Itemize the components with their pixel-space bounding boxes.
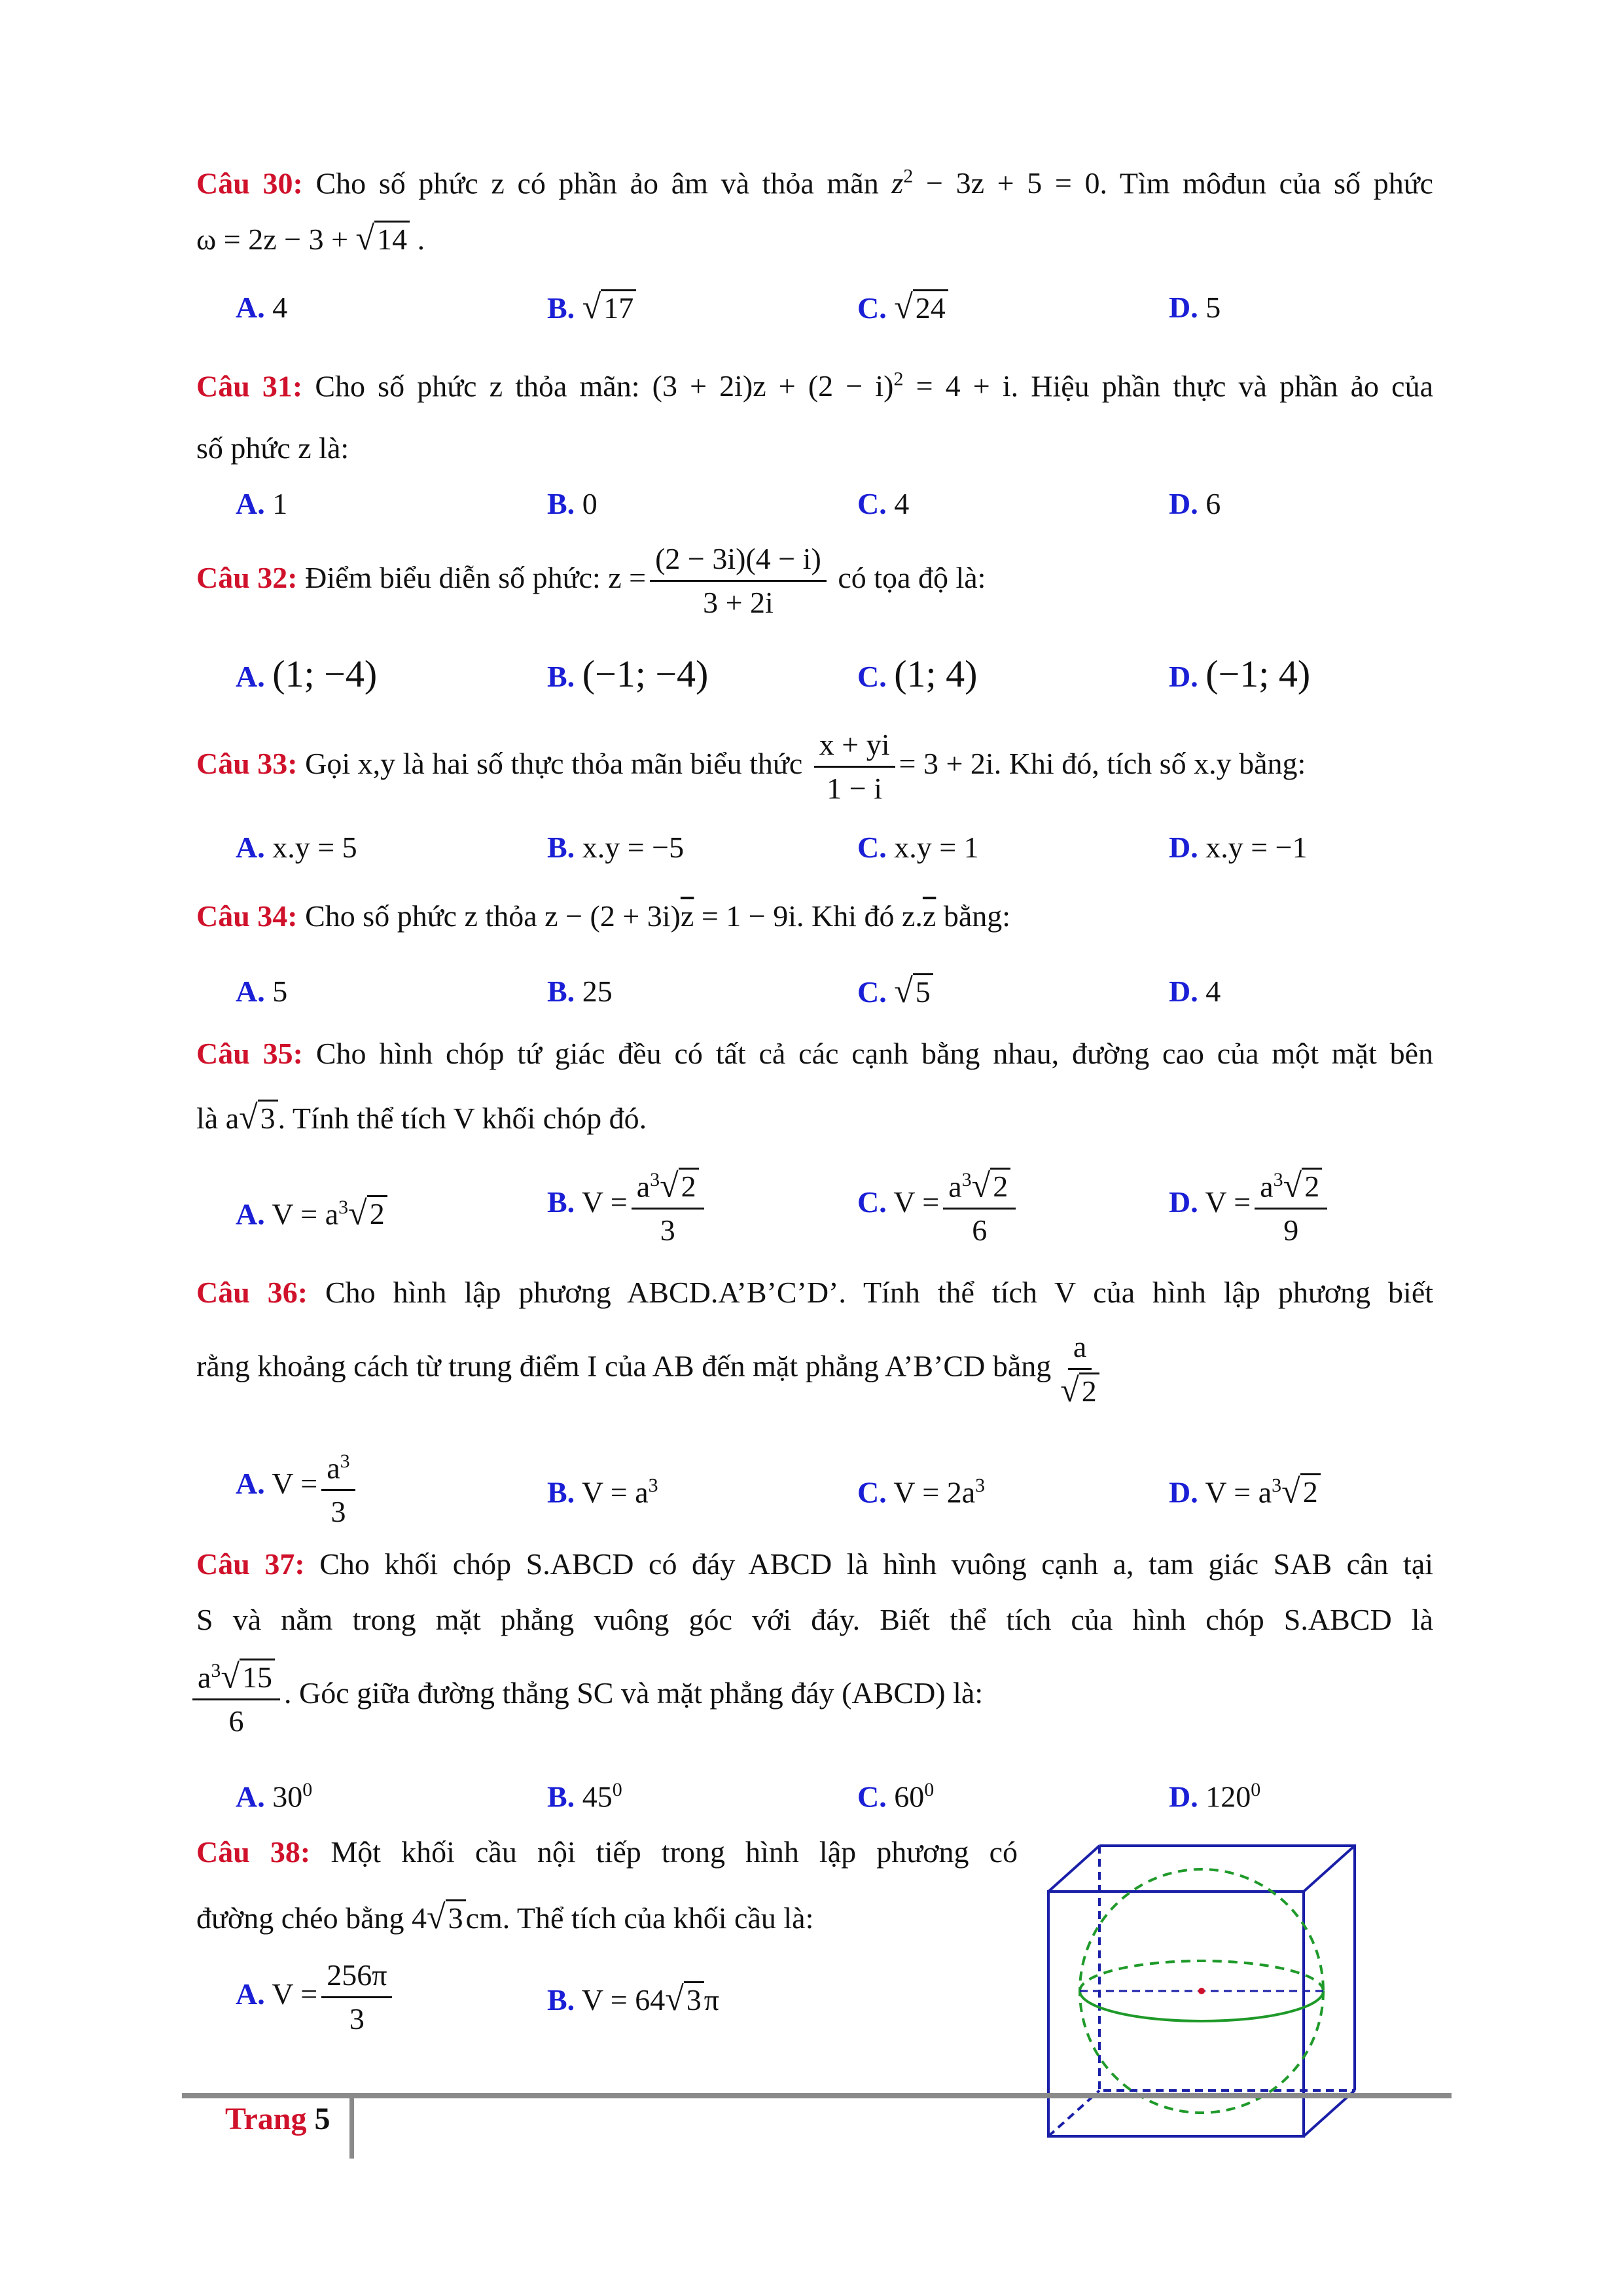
sphere-center <box>1198 1988 1205 1994</box>
q31-option-c[interactable]: C. 4 <box>857 487 910 520</box>
cube-front-face <box>1048 1892 1304 2136</box>
question-30-line-2: ω = 2z − 3 + √14 . <box>196 220 425 257</box>
equation: $(3 + 2i)z + (2 - i)^2 = 4 + i$ <box>652 368 1011 403</box>
question-37-line-2: S và nằm trong mặt phẳng vuông góc với đáy. Biết thể tích của hình chóp S.ABCD là <box>196 1603 1433 1636</box>
fraction: $\frac{(2 - 3i)(4 - i)}{3 + 2i}$ <box>650 541 827 621</box>
equation: $z^2 - 3z + 5 = 0$ <box>891 166 1100 200</box>
q31-option-b[interactable]: B. 0 <box>547 487 597 520</box>
question-33-line-1: Câu 33: Gọi x,y là hai số thực thỏa mãn biểu thức $\frac{x + yi}{1 - i}$ = 3 + 2i. Khi đó, tích số x.y bằng: <box>196 726 1433 807</box>
cube-hidden-edges <box>1099 1846 1355 2090</box>
q33-option-a[interactable]: A. x.y = 5 <box>236 831 357 864</box>
q36-option-d[interactable]: D. $V = a^3√2$ <box>1169 1466 1321 1512</box>
q32-option-c[interactable]: C. (1; 4) <box>857 653 978 695</box>
q31-option-d[interactable]: D. 6 <box>1169 487 1221 520</box>
q36-option-a[interactable]: A. V = $\frac{a^3}{3}$ <box>236 1443 359 1530</box>
q34-option-c[interactable]: C. √5 <box>857 972 933 1012</box>
q33-option-b[interactable]: B. x.y = −5 <box>547 831 685 864</box>
q35-option-a[interactable]: A. $V = a^3√2$ <box>236 1188 387 1234</box>
question-label: Câu 30: <box>196 166 303 200</box>
question-36-line-1: Câu 36: Cho hình lập phương ABCD.A’B’C’D’. Tính thể tích V của hình lập phương biết <box>196 1276 1434 1309</box>
q30-option-b[interactable]: B. √17 <box>547 288 636 328</box>
q37-option-a[interactable]: A. $30^0$ <box>236 1779 313 1814</box>
q38-option-a[interactable]: A. V = $\frac{256\pi}{3}$ <box>236 1957 396 2037</box>
fraction: $\frac{x + yi}{1 - i}$ <box>814 726 895 807</box>
question-31-line-2: số phức z là: <box>196 431 349 465</box>
question-38-line-2: đường chéo bằng 4√3cm. Thể tích của khối cầu là: <box>196 1899 814 1936</box>
question-36-line-2: rằng khoảng cách từ trung điểm I của AB đến mặt phẳng A’B’CD bằng $\frac{a}{√2}$ <box>196 1329 1433 1410</box>
sphere-equator-front <box>1080 1991 1323 2021</box>
cube-sphere-figure <box>1034 1826 1466 2166</box>
question-35-line-2: là a√3. Tính thể tích V khối chóp đó. <box>196 1099 647 1136</box>
q34-option-a[interactable]: A. 5 <box>236 975 288 1008</box>
q33-option-d[interactable]: D. x.y = −1 <box>1169 831 1308 864</box>
q35-option-b[interactable]: B. V = $\frac{a^3√2}{3}$ <box>547 1162 708 1249</box>
question-34-line-1: Câu 34: Cho số phức z thỏa $z - (2 + 3i)\overline{z} = 1 - 9i$. Khi đó $z.\overline{z}$ bằng: <box>196 899 1011 933</box>
q32-option-a[interactable]: A. (1; −4) <box>236 653 378 695</box>
q30-option-c[interactable]: C. √24 <box>857 288 948 328</box>
q30-option-a[interactable]: A. 4 <box>236 291 288 324</box>
q36-option-c[interactable]: C. $V = 2a^3$ <box>857 1475 986 1509</box>
q30-option-d[interactable]: D. 5 <box>1169 291 1221 324</box>
q33-option-c[interactable]: C. x.y = 1 <box>857 831 979 864</box>
footer-rule <box>182 2093 1452 2098</box>
q32-option-d[interactable]: D. (−1; 4) <box>1169 653 1311 695</box>
question-37-line-3: $\frac{a^3√15}{6}$ . Góc giữa đường thẳng SC và mặt phẳng đáy (ABCD) là: <box>192 1653 1429 1740</box>
question-35-line-1: Câu 35: Cho hình chóp tứ giác đều có tất cả các cạnh bằng nhau, đường cao của một mặt bên <box>196 1037 1434 1070</box>
q32-option-b[interactable]: B. (−1; −4) <box>547 653 709 695</box>
cube-back-face <box>1099 1846 1355 2090</box>
page-number: Trang 5 <box>225 2102 330 2136</box>
question-30-line-1: Câu 30: Cho số phức z có phần ảo âm và thỏa mãn $z^2 - 3z + 5 = 0$. Tìm môđun của số phức <box>196 166 1434 200</box>
q38-option-b[interactable]: B. V = 64√3π <box>547 1981 719 2018</box>
q36-option-b[interactable]: B. $V = a^3$ <box>547 1475 658 1509</box>
question-31-line-1: Câu 31: Cho số phức z thỏa mãn: $(3 + 2i)z + (2 - i)^2 = 4 + i$. Hiệu phần thực và phần ảo của <box>196 368 1434 403</box>
q35-option-c[interactable]: C. V = $\frac{a^3√2}{6}$ <box>857 1162 1020 1249</box>
q37-option-d[interactable]: D. $120^0$ <box>1169 1779 1261 1814</box>
question-37-line-1: Câu 37: Cho khối chóp S.ABCD có đáy ABCD là hình vuông cạnh a, tam giác SAB cân tại <box>196 1547 1434 1581</box>
question-38-line-1: Câu 38: Một khối cầu nội tiếp trong hình lập phương có <box>196 1835 1018 1869</box>
q34-option-d[interactable]: D. 4 <box>1169 975 1221 1008</box>
q37-option-c[interactable]: C. $60^0$ <box>857 1779 935 1814</box>
q34-option-b[interactable]: B. 25 <box>547 975 613 1008</box>
q37-option-b[interactable]: B. $45^0$ <box>547 1779 622 1814</box>
footer-divider <box>349 2098 354 2159</box>
question-32-line-1: Câu 32: Điểm biểu diễn số phức: z = $\frac{(2 - 3i)(4 - i)}{3 + 2i}$ có tọa độ là: <box>196 541 1433 621</box>
sphere-equator-back <box>1080 1961 1323 1991</box>
q35-option-d[interactable]: D. V = $\frac{a^3√2}{9}$ <box>1169 1162 1331 1249</box>
q31-option-a[interactable]: A. 1 <box>236 487 288 520</box>
